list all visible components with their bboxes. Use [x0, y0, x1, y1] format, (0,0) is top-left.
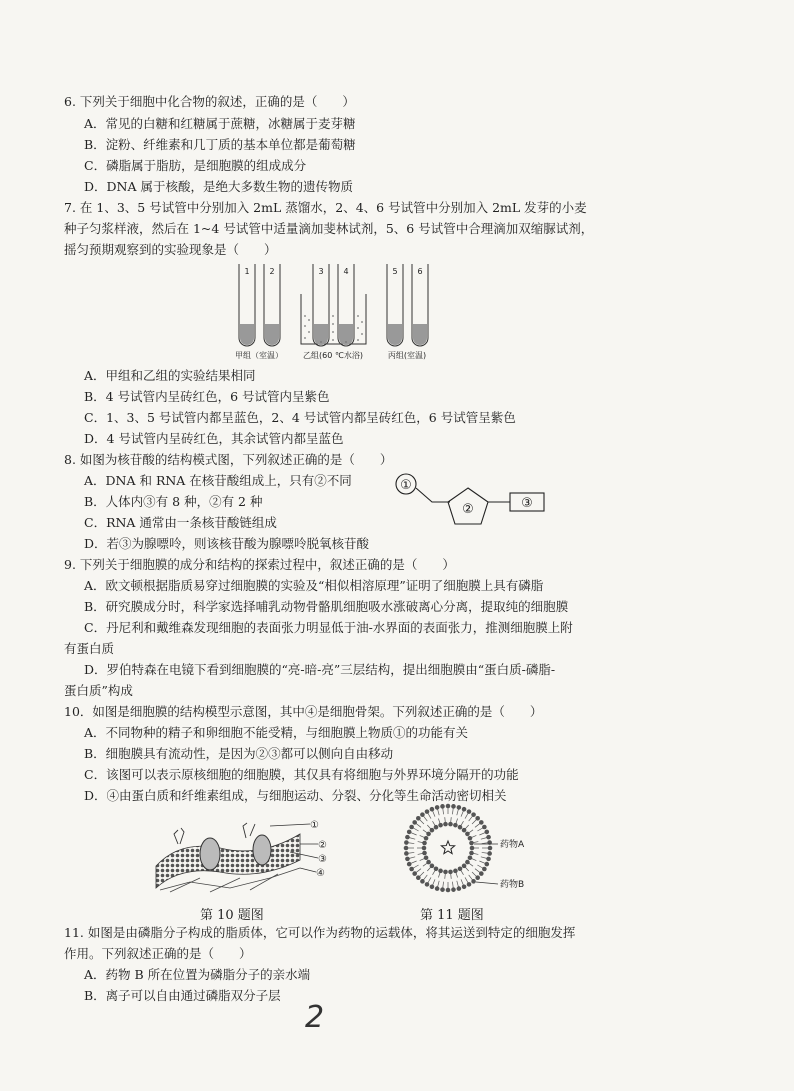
q10-option-d: D．④由蛋白质和纤维素组成，与细胞运动、分裂、分化等生命活动密切相关	[84, 788, 507, 803]
phospholipid-tail	[418, 872, 424, 878]
phospholipid-head	[435, 805, 440, 810]
phospholipid-head	[426, 860, 431, 865]
q8-stem: 8. 如图为核苷酸的结构模式图，下列叙述正确的是（ ）	[64, 452, 393, 467]
phospholipid-tail	[464, 825, 469, 830]
q7-stem-line-3: 摇匀预期观察到的实验现象是（ ）	[64, 242, 277, 257]
q9-stem: 9. 下列关于细胞膜的成分和结构的探索过程中，叙述正确的是（ ）	[64, 557, 455, 572]
q7-option-a: A．甲组和乙组的实验结果相同	[84, 368, 256, 383]
q6-option-a: A．常见的白糖和红糖属于蔗糖，冰糖属于麦芽糖	[84, 116, 356, 131]
phospholipid-head	[465, 832, 470, 837]
phospholipid-tail	[472, 872, 478, 878]
q8-option-b: B．人体内③有 8 种，②有 2 种	[84, 494, 263, 509]
fig10-label-2: ②	[318, 840, 327, 851]
tube-label-6: 6	[417, 267, 423, 276]
phospholipid-head	[426, 832, 431, 837]
q7-option-c: C．1、3、5 号试管内都呈蓝色，2、4 号试管内都呈砖红色，6 号试管呈紫色	[84, 410, 516, 425]
phospholipid-tail	[475, 869, 481, 874]
water-bath	[301, 294, 366, 344]
group-label-bing: 丙组(室温)	[387, 351, 427, 360]
phospholipid-head	[405, 835, 410, 840]
phospholipid-head	[424, 855, 429, 860]
phospholipid-head	[465, 860, 470, 865]
phospholipid-tail	[422, 875, 427, 881]
phospholipid-head	[468, 855, 473, 860]
tube-label-1: 1	[244, 267, 250, 276]
q10-option-c: C．该图可以表示原核细胞的细胞膜，其仅具有将细胞与外界环境分隔开的功能	[84, 767, 519, 782]
tube-label-2: 2	[269, 267, 275, 276]
fig10-label-3: ③	[318, 854, 327, 865]
phospholipid-tail	[472, 818, 478, 824]
q11-option-b: B．离子可以自由通过磷脂双分子层	[84, 988, 281, 1003]
phospholipid-tail	[422, 815, 427, 821]
phospholipid-head	[424, 836, 429, 841]
phospholipid-tail	[469, 815, 474, 821]
drug-a-star	[441, 841, 454, 854]
phospholipid-head	[457, 886, 462, 891]
q8-option-c: C．RNA 通常由一条核苷酸链组成	[84, 515, 277, 530]
q9-line-2: B．研究膜成分时，科学家选择哺乳动物骨骼肌细胞吸水涨破离心分离，提取纯的细胞膜	[84, 599, 569, 614]
protein-2	[253, 835, 271, 865]
membrane-model-figure	[150, 808, 340, 894]
label-3: ③	[521, 496, 533, 511]
q10-stem: 10．如图是细胞膜的结构模型示意图，其中④是细胞骨架。下列叙述正确的是（ ）	[64, 704, 543, 719]
q6-option-b: B．淀粉、纤维素和几丁质的基本单位都是葡萄糖	[84, 137, 356, 152]
q6-option-d: D．DNA 属于核酸，是绝大多数生物的遗传物质	[84, 179, 353, 194]
phospholipid-head	[405, 857, 410, 862]
test-tube-figure	[225, 258, 455, 362]
phospholipid-tail	[418, 818, 424, 824]
nucleotide-diagram	[392, 468, 552, 530]
q6-option-c: C．磷脂属于脂肪，是细胞膜的组成成分	[84, 158, 307, 173]
q9-line-4: 有蛋白质	[64, 641, 115, 656]
fig11-caption: 第 11 题图	[420, 908, 484, 923]
liposome-figure	[368, 800, 538, 900]
phospholipid-tail	[415, 869, 421, 874]
phospholipid-tail	[475, 822, 481, 827]
drug-b-label: 药物B	[500, 880, 525, 890]
protein-1	[200, 838, 220, 870]
q11-stem-line-1: 11. 如图是由磷脂分子构成的脂质体，它可以作为药物的运载体，将其运送到特定的细胞发挥	[64, 925, 576, 940]
phospholipid-tail	[427, 825, 432, 830]
fig10-caption: 第 10 题图	[200, 908, 264, 923]
group-label-jia: 甲组（室温）	[235, 351, 283, 360]
phospholipid-head	[435, 886, 440, 891]
tube-label-5: 5	[392, 267, 398, 276]
q10-option-a: A．不同物种的精子和卵细胞不能受精，与细胞膜上物质①的功能有关	[84, 725, 469, 740]
phospholipid-tail	[415, 822, 421, 827]
label-2: ②	[462, 502, 474, 517]
q11-stem-line-2: 作用。下列叙述正确的是（ ）	[64, 946, 252, 961]
phospholipid-head	[486, 835, 491, 840]
tube-label-3: 3	[318, 267, 324, 276]
q9-line-1: A．欧文顿根据脂质易穿过细胞膜的实验及“相似相溶原理”证明了细胞膜上具有磷脂	[84, 578, 544, 593]
group-label-yi: 乙组(60 ℃水浴)	[303, 351, 363, 360]
fig10-label-4: ④	[316, 868, 325, 879]
q8-option-d: D．若③为腺嘌呤，则该核苷酸为腺嘌呤脱氧核苷酸	[84, 536, 370, 551]
label-1: ①	[400, 478, 412, 493]
q6-stem: 6. 下列关于细胞中化合物的叙述，正确的是（ ）	[64, 94, 355, 109]
q10-option-b: B．细胞膜具有流动性，是因为②③都可以侧向自由移动	[84, 746, 394, 761]
q9-line-6: 蛋白质”构成	[64, 683, 133, 698]
q7-option-d: D．4 号试管内呈砖红色，其余试管内都呈蓝色	[84, 431, 344, 446]
phospholipid-tail	[427, 866, 432, 871]
q9-line-5: D．罗伯特森在电镜下看到细胞膜的“亮-暗-亮”三层结构，提出细胞膜由“蛋白质-磷脂-	[84, 662, 556, 677]
bond-phosphate-sugar	[416, 488, 450, 502]
q7-option-b: B．4 号试管内呈砖红色，6 号试管内呈紫色	[84, 389, 330, 404]
q7-stem-line-1: 7. 在 1、3、5 号试管中分别加入 2mL 蒸馏水，2、4、6 号试管中分别加入 2mL 发芽的小麦	[64, 200, 587, 215]
phospholipid-head	[457, 805, 462, 810]
phospholipid-head	[486, 857, 491, 862]
phospholipid-tail	[469, 875, 474, 881]
phospholipid-tail	[464, 866, 469, 871]
handwritten-page-number: 2	[305, 1000, 325, 1035]
q11-option-a: A．药物 B 所在位置为磷脂分子的亲水端	[84, 967, 311, 982]
q7-stem-line-2: 种子匀浆样液，然后在 1~4 号试管中适量滴加斐林试剂，5、6 号试管中合理滴加双缩脲试剂，	[64, 221, 594, 236]
q8-option-a: A．DNA 和 RNA 在核苷酸组成上，只有②不同	[84, 473, 352, 488]
tube-label-4: 4	[343, 267, 349, 276]
q9-line-3: C．丹尼利和戴维森发现细胞的表面张力明显低于油-水界面的表面张力，推测细胞膜上附	[84, 620, 573, 635]
drug-a-label: 药物A	[500, 840, 525, 850]
fig10-label-1: ①	[310, 820, 319, 831]
phospholipid-head	[468, 836, 473, 841]
